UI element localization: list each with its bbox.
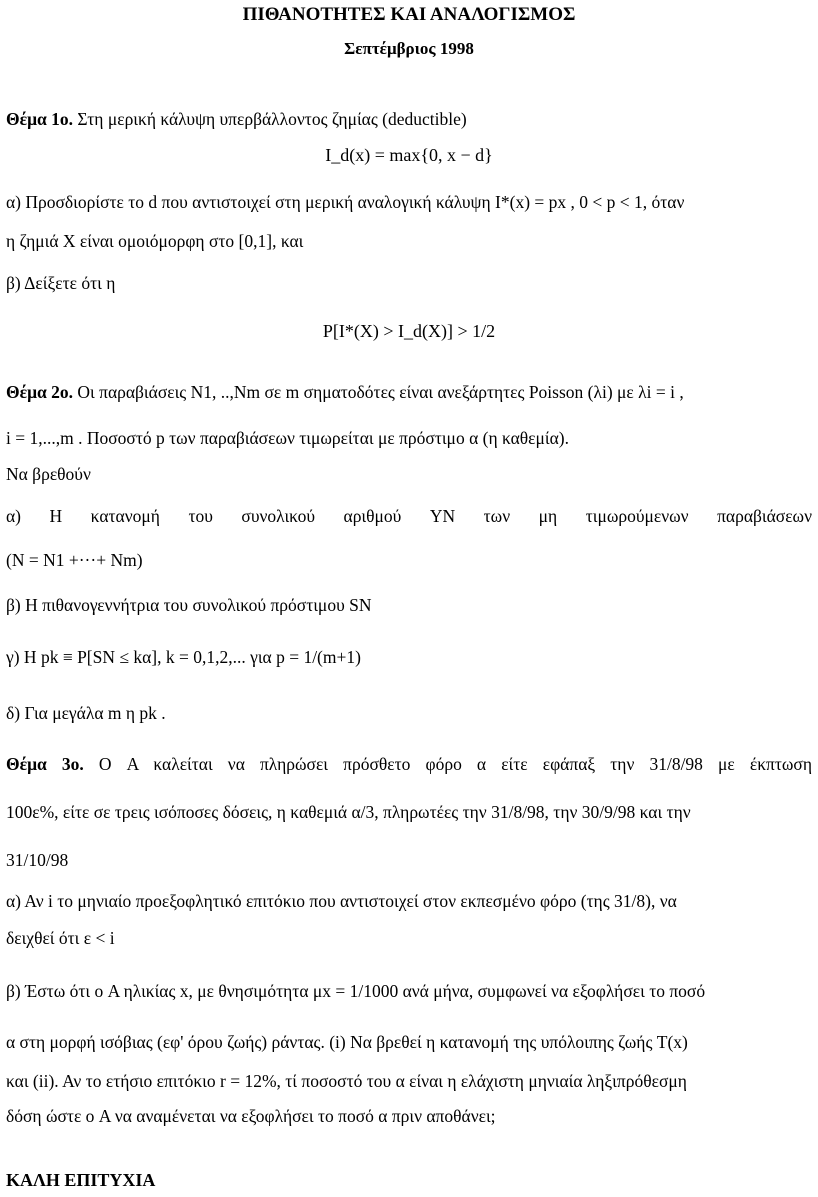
topic1-part-a-line2: η ζημιά X είναι ομοιόμορφη στο [0,1], και: [6, 231, 304, 251]
topic3-part-b-line3: και (ii). Αν το ετήσιο επιτόκιο r = 12%, τί ποσοστό του α είναι η ελάχιστη μηνιαία ληξιπρόθεσμη: [6, 1071, 687, 1091]
topic2-label: Θέμα 2ο.: [6, 382, 74, 402]
topic2-part-c-line: γ) Η pk ≡ P[SN ≤ kα], k = 0,1,2,... για p = 1/(m+1): [6, 647, 361, 667]
topic3-part-b-line1: β) Έστω ότι ο A ηλικίας x, με θνησιμότητα μx = 1/1000 ανά μήνα, συμφωνεί να εξοφλήσει το ποσό: [6, 981, 706, 1001]
topic2-part-a-text: α) Η κατανομή του συνολικού αριθμού YN των μη τιμωρούμενων παραβιάσεων: [6, 506, 812, 526]
topic2-line1: [6, 384, 684, 402]
topic2-line3: Να βρεθούν: [6, 464, 91, 484]
topic3-part-a-line2: δειχθεί ότι ε < i: [6, 928, 115, 948]
topic1-intro: [6, 111, 467, 129]
topic2-line1-text: Οι παραβιάσεις N1, ..,Nm σε m σηματοδότες είναι ανεξάρτητες Poisson (λi) με λi = i ,: [77, 382, 684, 402]
topic3-part-b-line4: δόση ώστε ο A να αναμένεται να εξοφλήσει το ποσό α πριν αποθάνει;: [6, 1106, 496, 1126]
topic3-part-b-line2: α στη μορφή ισόβιας (εφ' όρου ζωής) ράντας. (i) Να βρεθεί η κατανομή της υπόλοιπης ζωής T(x): [6, 1032, 688, 1052]
topic2-part-a-line2: (N = N1 +···+ Nm): [6, 550, 143, 570]
topic3-label: Θέμα 3ο.: [6, 754, 84, 774]
topic1-label: Θέμα 1ο.: [6, 109, 74, 129]
topic2-part-a-line1: [6, 508, 812, 526]
closing-text: ΚΑΛΗ ΕΠΙΤΥΧΙΑ: [6, 1170, 156, 1190]
exam-date: Σεπτέμβριος 1998: [344, 39, 474, 58]
topic3-line2: 100ε%, είτε σε τρεις ισόποσες δόσεις, η καθεμιά α/3, πληρωτέες την 31/8/98, την 30/9/98 και την: [6, 802, 691, 822]
topic2-part-b-line: β) Η πιθανογεννήτρια του συνολικού πρόστιμου SN: [6, 595, 372, 615]
topic2-line2: i = 1,...,m . Ποσοστό p των παραβιάσεων τιμωρείται με πρόστιμο α (η καθεμία).: [6, 428, 569, 448]
topic3-line1-text: Ο A καλείται να πληρώσει πρόσθετο φόρο α είτε εφάπαξ την 31/8/98 με έκπτωση: [98, 754, 813, 774]
topic1-part-b-formula: P[I*(X) > I_d(X)] > 1/2: [322, 321, 496, 341]
topic3-part-a-line1: α) Αν i το μηνιαίο προεξοφλητικό επιτόκιο που αντιστοιχεί στον εκπεσμένο φόρο (της 31/8), να: [6, 891, 677, 911]
topic1-intro-text: Στη μερική κάλυψη υπερβάλλοντος ζημίας (deductible): [77, 109, 467, 129]
topic3-line3: 31/10/98: [6, 850, 69, 870]
topic1-part-a-line1: α) Προσδιορίστε το d που αντιστοιχεί στη μερική αναλογική κάλυψη I*(x) = px , 0 < p < 1, όταν: [6, 192, 685, 212]
topic1-part-b-line: β) Δείξετε ότι η: [6, 273, 116, 293]
document-title: ΠΙΘΑΝΟΤΗΤΕΣ ΚΑΙ ΑΝΑΛΟΓΙΣΜΟΣ: [242, 4, 576, 25]
topic3-line1: [6, 756, 812, 774]
topic2-part-d-line: δ) Για μεγάλα m η pk .: [6, 703, 166, 723]
topic3-line1-wrap: [6, 756, 812, 774]
topic1-formula: I_d(x) = max{0, x − d}: [325, 145, 493, 165]
